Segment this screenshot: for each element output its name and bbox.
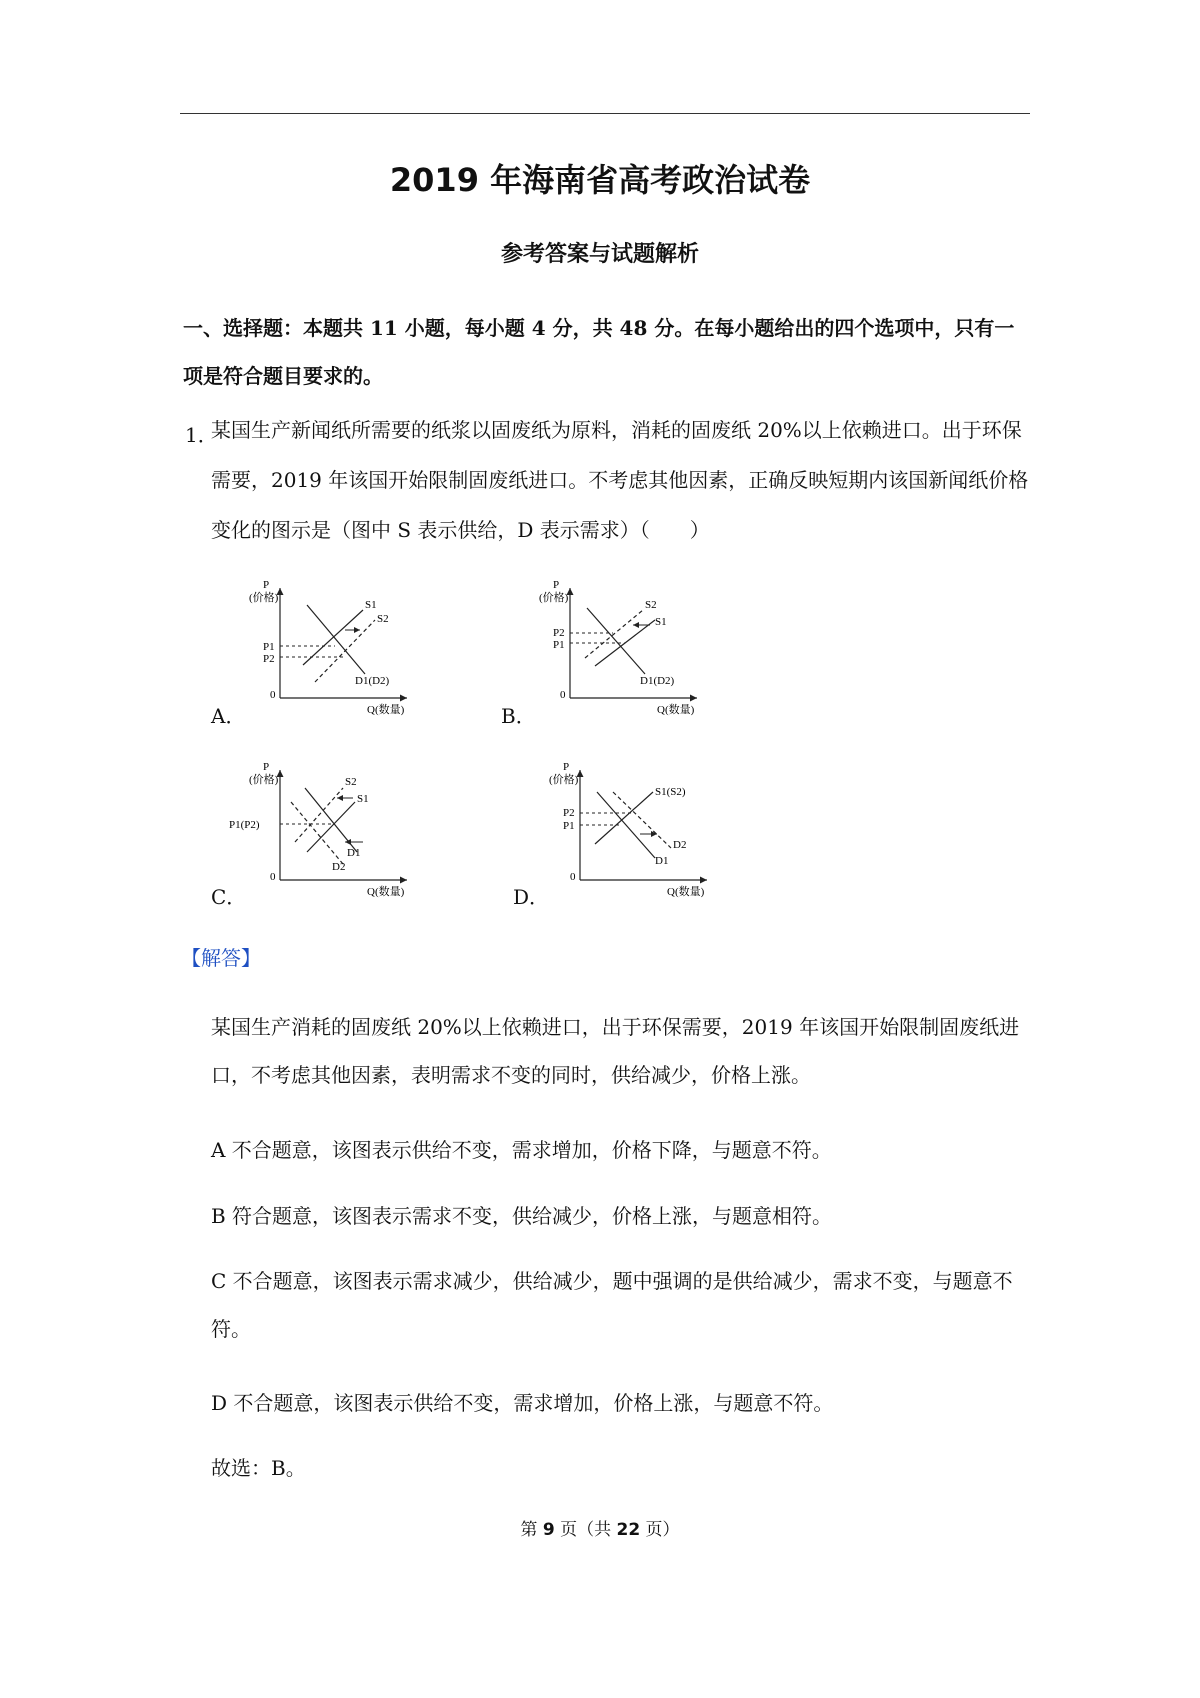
price-label-p: P1(P2) — [229, 819, 260, 831]
footer-total-pages: 22 — [616, 1520, 641, 1540]
price-label-p2: P2 — [263, 653, 275, 665]
page-title: 2019 年海南省高考政治试卷 — [389, 161, 811, 199]
question-text: 某国生产新闻纸所需要的纸浆以固废纸为原料，消耗的固废纸 20%以上依赖进口。出于环保需要，2019 年该国开始限制固废纸进口。不考虑其他因素，正确反映短期内该国新闻纸价格变化的图示是（图中 S 表示供给，D 表示需求）（ ） — [211, 418, 1029, 542]
option-d-graph — [535, 752, 735, 902]
option-c-graph — [229, 752, 435, 902]
answer-paragraph: 某国生产消耗的固废纸 20%以上依赖进口，出于环保需要，2019 年该国开始限制固废纸进口，不考虑其他因素，表明需求不变的同时，供给减少，价格上涨。 — [211, 1015, 1020, 1087]
curve-label-d2: D2 — [332, 861, 346, 873]
origin-label: 0 — [560, 689, 566, 701]
page-footer — [0, 1515, 1200, 1540]
p-axis-unit: (价格) — [549, 774, 579, 786]
demand-curve — [587, 608, 645, 674]
curve-label-d: D1(D2) — [355, 675, 390, 687]
option-a-graph — [235, 570, 435, 720]
q-axis-label: Q(数量) — [657, 704, 695, 716]
p-axis-label: P — [263, 579, 270, 591]
price-label-p1: P1 — [563, 820, 575, 832]
curve-label-s1: S1 — [655, 616, 667, 628]
footer-prefix: 第 — [520, 1520, 543, 1540]
curve-label-s1: S1 — [357, 793, 369, 805]
price-label-p2: P2 — [553, 627, 565, 639]
footer-middle: 页（共 — [554, 1520, 617, 1540]
answer-conclusion: 故选：B。 — [211, 1456, 306, 1480]
question-number: 1． — [185, 423, 218, 447]
answer-heading: 【解答】 — [181, 946, 261, 970]
option-b-graph — [525, 570, 725, 720]
curve-label-s2: S2 — [345, 776, 357, 788]
origin-label: 0 — [270, 871, 276, 883]
p-axis-label: P — [553, 579, 560, 591]
price-label-p2: P2 — [563, 807, 575, 819]
supply-curve-2 — [315, 620, 375, 682]
answer-paragraph: C 不合题意，该图表示需求减少，供给减少，题中强调的是供给减少，需求不变，与题意不符。 — [211, 1269, 1013, 1341]
supply-curve-1 — [307, 802, 355, 852]
demand-curve-2 — [291, 802, 343, 864]
q-axis-label: Q(数量) — [667, 886, 705, 898]
footer-suffix: 页） — [640, 1520, 680, 1540]
price-label-p1: P1 — [263, 641, 275, 653]
p-axis-label: P — [263, 761, 270, 773]
p-axis-unit: (价格) — [249, 592, 279, 604]
q-axis-label: Q(数量) — [367, 886, 405, 898]
p-axis-unit: (价格) — [249, 774, 279, 786]
answer-paragraph: B 符合题意，该图表示需求不变，供给减少，价格上涨，与题意相符。 — [211, 1204, 833, 1228]
curve-label-d2: D2 — [673, 839, 687, 851]
curve-label-s2: S2 — [645, 599, 657, 611]
option-a-label: A． — [211, 704, 246, 728]
curve-label-d1: D1 — [655, 855, 669, 867]
curve-label-d1: D1 — [347, 847, 361, 859]
option-b-label: B． — [501, 704, 536, 728]
header-rule — [180, 113, 1030, 114]
origin-label: 0 — [270, 689, 276, 701]
option-c-label: C． — [211, 885, 247, 909]
price-label-p1: P1 — [553, 639, 565, 651]
option-d-label: D． — [513, 885, 550, 909]
answer-paragraph: A 不合题意，该图表示供给不变，需求增加，价格下降，与题意不符。 — [211, 1138, 832, 1162]
origin-label: 0 — [570, 871, 576, 883]
page-subtitle: 参考答案与试题解析 — [500, 242, 699, 267]
p-axis-label: P — [563, 761, 570, 773]
footer-page-number: 9 — [542, 1520, 555, 1540]
q-axis-label: Q(数量) — [367, 704, 405, 716]
section-heading: 一、选择题：本题共 11 小题，每小题 4 分，共 48 分。在每小题给出的四个选项中，只有一项是符合题目要求的。 — [183, 316, 1015, 388]
curve-label-s2: S2 — [377, 613, 389, 625]
curve-label-s1: S1 — [365, 599, 377, 611]
p-axis-unit: (价格) — [539, 592, 569, 604]
answer-paragraph: D 不合题意，该图表示供给不变，需求增加，价格上涨，与题意不符。 — [211, 1391, 834, 1415]
curve-label-d: D1(D2) — [640, 675, 675, 687]
curve-label-s: S1(S2) — [655, 786, 686, 798]
